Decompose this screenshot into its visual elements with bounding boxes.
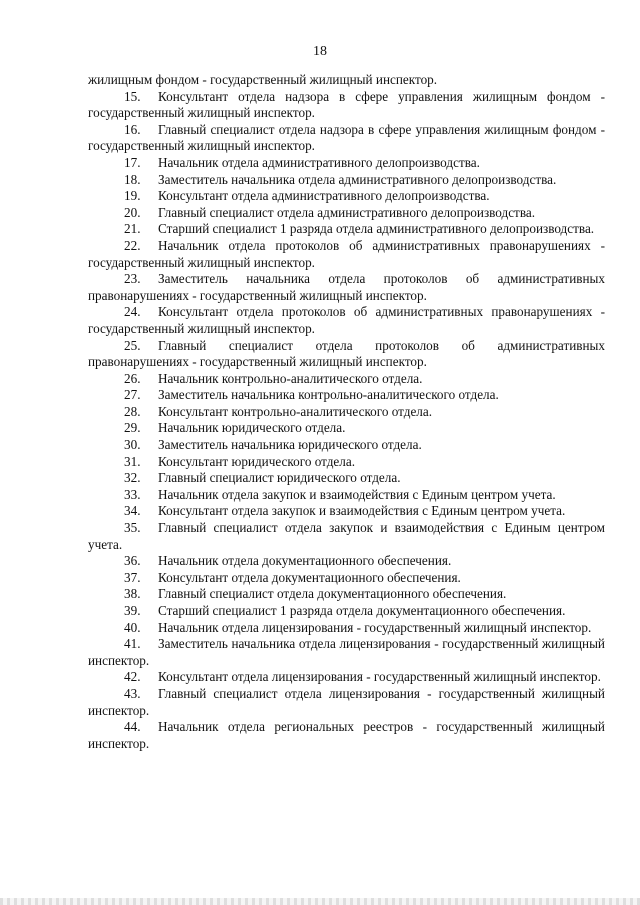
list-item: [88, 454, 605, 471]
item-number: 31.: [124, 453, 141, 469]
item-number: 41.: [124, 636, 141, 652]
item-number: 39.: [124, 603, 141, 618]
list-item: [88, 205, 605, 222]
item-text: Консультант отдела протоколов об административных правонарушениях - государственный жилищный инспектор.: [88, 304, 605, 336]
list-item: [88, 686, 605, 719]
list-item: [88, 669, 605, 686]
item-text: Консультант отдела надзора в сфере управления жилищным фондом - государственный жилищный инспектор.: [88, 88, 605, 121]
item-number: 16.: [124, 121, 141, 137]
item-number: 20.: [124, 204, 141, 220]
list-item: [88, 636, 605, 669]
item-text: Консультант юридического отдела.: [158, 453, 356, 469]
item-text: Начальник отдела региональных реестров - государственный жилищный инспектор.: [88, 719, 605, 751]
item-text: Начальник отдела закупок и взаимодействия с Единым центром учета.: [158, 486, 556, 502]
item-number: 36.: [124, 553, 141, 569]
list-item: [88, 155, 605, 172]
item-text: Заместитель начальника контрольно-аналитического отдела.: [158, 387, 499, 403]
item-number: 34.: [124, 503, 141, 519]
item-number: 30.: [124, 437, 141, 453]
list-item: [88, 603, 605, 620]
list-item: [88, 271, 605, 304]
list-item: [88, 89, 605, 122]
item-number: 43.: [124, 685, 141, 701]
item-text: Начальник отдела административного делопроизводства.: [158, 154, 480, 170]
item-text: Главный специалист отдела протоколов об административных правонарушениях - государственный жилищный инспектор.: [88, 337, 605, 370]
item-number: 42.: [124, 669, 141, 685]
item-text: Консультант контрольно-аналитического отдела.: [158, 403, 433, 419]
list-item: [88, 719, 605, 752]
page-number: 18: [313, 44, 327, 59]
item-text: Начальник отдела лицензирования - государственный жилищный инспектор.: [158, 619, 592, 635]
item-number: 25.: [124, 337, 141, 353]
item-text: Заместитель начальника отдела протоколов об административных правонарушениях - государственный жилищный инспектор.: [88, 271, 605, 303]
item-text: Заместитель начальника юридического отдела.: [158, 437, 422, 453]
item-number: 23.: [124, 271, 141, 287]
list-item: [88, 570, 605, 587]
list-item: [88, 188, 605, 205]
list-item: [88, 122, 605, 155]
item-number: 17.: [124, 154, 141, 170]
item-text: Консультант отдела административного делопроизводства.: [158, 188, 490, 204]
list-item: [88, 238, 605, 271]
item-number: 29.: [124, 420, 141, 436]
item-number: 27.: [124, 387, 141, 403]
item-text: Начальник юридического отдела.: [158, 420, 346, 436]
document-body: [88, 72, 605, 752]
item-number: 28.: [124, 403, 141, 419]
item-text: Главный специалист отдела административного делопроизводства.: [158, 204, 536, 220]
list-item: [88, 487, 605, 504]
item-text: Главный специалист отдела документационного обеспечения.: [158, 586, 507, 602]
item-text: Старший специалист 1 разряда отдела документационного обеспечения.: [158, 603, 566, 618]
item-number: 35.: [124, 520, 141, 536]
item-number: 24.: [124, 304, 141, 320]
item-text: Начальник отдела документационного обеспечения.: [158, 553, 452, 569]
item-text: Начальник контрольно-аналитического отдела.: [158, 370, 423, 386]
item-number: 18.: [124, 171, 141, 187]
item-text: Главный специалист отдела лицензирования - государственный жилищный инспектор.: [88, 685, 605, 718]
item-number: 19.: [124, 188, 141, 204]
item-text: Начальник отдела протоколов об административных правонарушениях - государственный жилищный инспектор.: [88, 237, 605, 270]
item-text: Главный специалист юридического отдела.: [158, 470, 401, 486]
item-number: 33.: [124, 486, 141, 502]
item-number: 37.: [124, 569, 141, 585]
item-text: Консультант отдела лицензирования - государственный жилищный инспектор.: [158, 669, 601, 685]
lead-paragraph: жилищным фондом - государственный жилищный инспектор.: [88, 72, 438, 87]
list-item: [88, 371, 605, 388]
item-text: Старший специалист 1 разряда отдела административного делопроизводства.: [158, 221, 595, 237]
item-text: Главный специалист отдела закупок и взаимодействия с Единым центром учета.: [88, 520, 605, 552]
item-number: 32.: [124, 470, 141, 486]
list-item: [88, 221, 605, 238]
item-text: Заместитель начальника отдела административного делопроизводства.: [158, 171, 557, 187]
item-number: 40.: [124, 619, 141, 635]
list-item: [88, 586, 605, 603]
item-number: 15.: [124, 88, 141, 104]
list-item: [88, 404, 605, 421]
item-text: Консультант отдела закупок и взаимодействия с Единым центром учета.: [158, 503, 566, 519]
list-item: [88, 620, 605, 637]
list-item: [88, 553, 605, 570]
item-number: 38.: [124, 586, 141, 602]
list-item: [88, 503, 605, 520]
item-number: 22.: [124, 237, 141, 253]
list-item: [88, 437, 605, 454]
item-number: 21.: [124, 221, 141, 237]
item-number: 44.: [124, 719, 141, 735]
scan-bottom-edge: [0, 898, 640, 905]
list-item: [88, 520, 605, 553]
list-item: [88, 304, 605, 337]
list-item: [88, 172, 605, 189]
item-text: Главный специалист отдела надзора в сфере управления жилищным фондом - государственный жилищный инспектор.: [88, 121, 605, 154]
item-text: Заместитель начальника отдела лицензирования - государственный жилищный инспектор.: [88, 636, 605, 668]
list-item: [88, 420, 605, 437]
list-item: [88, 387, 605, 404]
list-item: [88, 470, 605, 487]
item-number: 26.: [124, 370, 141, 386]
item-text: Консультант отдела документационного обеспечения.: [158, 569, 461, 585]
list-item: [88, 338, 605, 371]
